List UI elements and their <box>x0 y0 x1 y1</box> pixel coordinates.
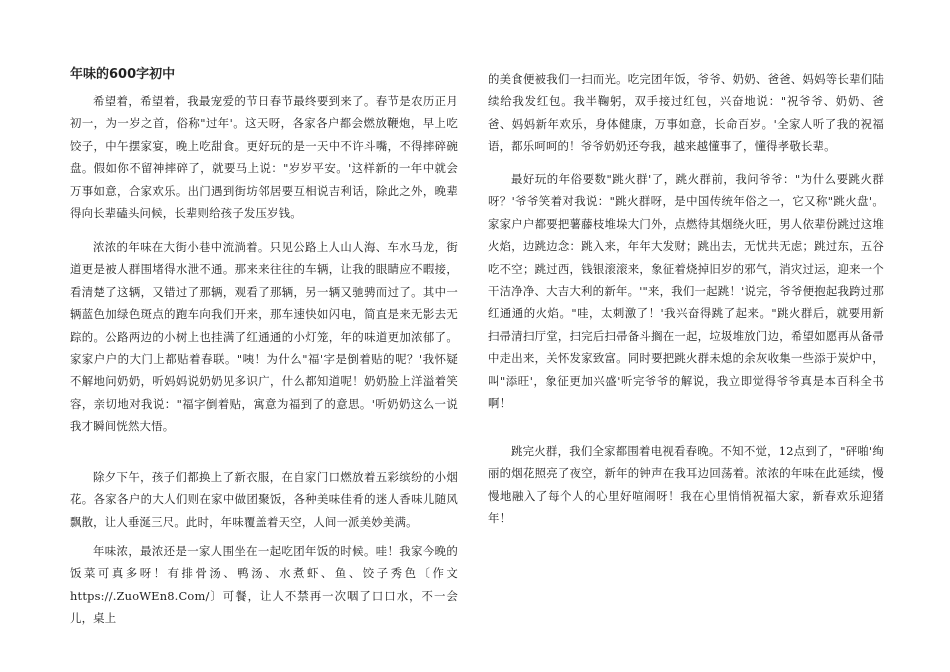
paragraph-opening: 希望着，希望着，我最宠爱的节日春节最终要到来了。春节是农历正月初一，为一岁之首，俗称"过年'。这天呀，各家各户都会燃放鞭炮，早上吃饺子，中午摆家宴，晚上吃甜食。更好玩的是一天中不许斗嘴，不得摔碎碗盘。假如你不留神摔碎了，就要马上说："岁岁平安。'这样新的一年中就会万事如意，合家欢乐。出门遇到街坊邻居要互相说吉利话，除此之外，晚辈得向长辈磕头问候，长辈则给孩子发压岁钱。 <box>70 94 458 221</box>
paragraph-new-years-eve: 除夕下午，孩子们都换上了新衣服，在自家门口燃放着五彩缤纷的小烟花。各家各户的大人们则在家中做团聚饭，各种美味佳肴的迷人香味儿随风飘散，让人垂涎三尺。此时，年味覆盖着天空，人间一派美妙美满。 <box>70 470 458 529</box>
paragraph-street: 浓浓的年味在大街小巷中流淌着。只见公路上人山人海、车水马龙，街道更是被人群围堵得水泄不通。那来来往往的车辆，让我的眼睛应不暇接，看清楚了这辆，又错过了那辆，观看了那辆，另一辆又驰骋而过了。其中一辆蓝色加绿色斑点的跑车向我们开来，那车速快如闪电，简直是来无影去无踪的。公路两边的小树上也挂满了红通通的小灯笼，年的味道更加浓郁了。家家户户的大门上都贴着春联。"咦！为什么"福'字是倒着贴的呢？'我怀疑不解地问奶奶，听妈妈说奶奶见多识广，什么都知道呢！奶奶脸上洋溢着笑容，亲切地对我说："福字倒着贴，寓意为福到了的意思。'听奶奶这么一说我才瞬间恍然大悟。 <box>70 240 458 434</box>
paragraph-red-envelopes: 的美食便被我们一扫而光。吃完团年饭，爷爷、奶奶、爸爸、妈妈等长辈们陆续给我发红包。我半鞠躬，双手接过红包，兴奋地说："祝爷爷、奶奶、爸爸、妈妈新年欢乐，身体健康，万事如意，长命百岁。'全家人听了我的祝福语，都乐呵呵的！爷爷奶奶还夸我，越来越懂事了，懂得孝敬长辈。 <box>488 72 884 154</box>
paragraph-gala-ending: 跳完火群，我们全家都围着电视看春晚。不知不觉，12点到了，"砰啪'绚丽的烟花照亮了夜空，新年的钟声在我耳边回荡着。浓浓的年味在此延续，慢慢地融入了每个人的心里好喧闹呀！我在心里悄悄祝福大家，新春欢乐迎猪年！ <box>488 444 884 526</box>
paragraph-reunion-dinner: 年味浓，最浓还是一家人围坐在一起吃团年饭的时候。哇！我家今晚的饭菜可真多呀！有排骨汤、鸭汤、水煮虾、鱼、饺子秀色〔作文https://.ZuoWEn8.Com/〕可餐，让人不禁再一次咽了口口水，不一会儿，桌上 <box>70 544 458 626</box>
essay-title: 年味的600字初中 <box>70 67 176 82</box>
paragraph-fire-jumping: 最好玩的年俗要数"跳火群'了，跳火群前，我问爷爷："为什么要跳火群呀？'爷爷笑着对我说："跳火群呀，是中国传统年俗之一，它又称"跳火盘'。家家户户都要把薯藤枝堆垛大门外，点燃待其烟绕火旺，男人依辈份跳过这堆火焰，边跳边念：跳入来，年年大发财；跳出去，无忧共无虑；跳过东，五谷吃不空；跳过西，钱银滚滚来，象征着烧掉旧岁的邪气，消灾过运，迎来一个干洁净净、大吉大利的新年。'"来，我们一起跳！'说完，爷爷便抱起我跨过那红通通的火焰。"哇，太刺激了！'我兴奋得跳了起来。"跳火群后，就要用新扫帚清扫厅堂，扫完后扫帚备斗搁在一起，垃圾堆放门边，希望如愿再从备帚中走出来，关怀发家致富。同时要把跳火群未熄的余灰收集一些添于炭炉中，叫"添旺'，象征更加兴盛'听完爷爷的解说，我立即觉得爷爷真是本百科全书啊！ <box>488 172 884 411</box>
